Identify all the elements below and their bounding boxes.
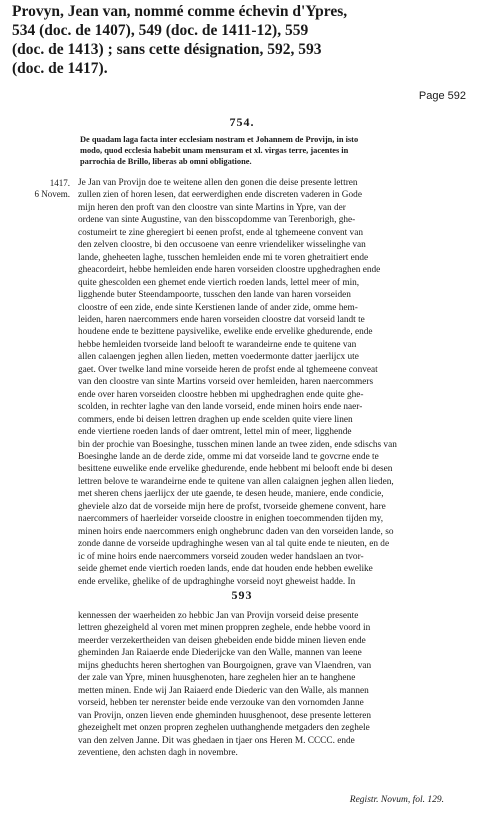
source-reference: Registr. Novum, fol. 129. xyxy=(349,795,444,805)
text-line: naercommers of haerleider vorseide cloostre in enighen toecommenden tijden my, xyxy=(78,514,384,525)
margin-date xyxy=(30,178,70,200)
text-line: commers, ende bi deisen lettren draghen up ende scelden quite viere linen xyxy=(78,414,353,425)
latin-summary xyxy=(80,134,472,167)
text-line: zullen zien of horen lesen, dat eerwerdighen ende discreten vaderen in Gode xyxy=(78,190,362,201)
text-line: lande, gheheeten laghe, tusschen hemleiden ende mi te voren ghetraitiert ende xyxy=(78,252,369,263)
text-line: besittene euwelike ende ervelike ghedurende, ende hebbent mi belooft ende bi desen xyxy=(78,464,393,475)
text-line: Boesinghe lande an de derde zide, omme mi dat vorseide land te govcrne ende te xyxy=(78,451,379,462)
text-line: ordene van sinte Augustine, van den bisscopdomme van Terenborigh, ghe- xyxy=(78,215,356,226)
text-line: ghezeighelt met onzen propren zeghelen uuthanghende metgaders den zeghele xyxy=(78,723,370,734)
text-line: ende over haren vorseiden cloostre hebben mi upghedraghen ende quite ghe- xyxy=(78,389,364,400)
text-line: quite ghescolden een ghemet ende viertich roeden lands, lettel meer of min, xyxy=(78,277,360,288)
text-line: zonde danne de vorseide updraghinghe wesen van al tal quite ende te nieuten, en de xyxy=(78,539,390,550)
text-line: mijns gheduchts heren shertoghen van Bourgoignen, grave van Vlaendren, van xyxy=(78,660,372,671)
text-line: houdene ende te bezittene paysivelike, ewelike ende ervelike ghedurende, ende xyxy=(78,327,373,338)
text-line: Je Jan van Provijn doe te weitene allen den gonen die deise presente lettren xyxy=(78,178,358,188)
text-line: der zale van Ypre, minen huusghenoten, hare zeghelen hier an te hanghene xyxy=(78,673,356,684)
text-line: zeventiene, den achsten dagh in novembre. xyxy=(78,747,238,758)
text-line: gheminden Jan Raiaerde ende Diederijcke van den Walle, mannen van leene xyxy=(78,648,362,659)
charter-text-part-2 xyxy=(78,610,474,759)
header-line: (doc. de 1413) ; sans cette désignation, 592, 593 xyxy=(12,41,322,58)
text-line: ic of mine hoirs ende naercommers vorseid zouden weder handslaen an tvor- xyxy=(78,551,364,562)
text-line: meerder verzekertheiden van deisen ghebeiden ende bidde minen lieven ende xyxy=(78,635,366,646)
text-line: ende viertiene roeden lands of daer omtrent, lettel min of meer, ligghende xyxy=(78,427,352,438)
text-line: gheviele alzo dat de vorseide mijn here de profst, tvorseide ghemene convent, hare xyxy=(78,501,386,512)
text-line: minen hoirs ende naercommers enigh onghebrunc daden van den vorseiden lande, so xyxy=(78,526,394,537)
summary-line: De quadam laga facta inter ecclesiam nostram et Johannem de Provijn, in isto xyxy=(80,135,359,144)
page-label: Page 592 xyxy=(418,90,466,102)
text-line: bin der prochie van Boesinghe, tusschen minen lande an twee ziden, ende sdischs van xyxy=(78,439,397,450)
text-line: gaet. Over twelke land mine vorseide heren de profst ende al tghemeene conveat xyxy=(78,364,378,375)
text-line: kennessen der waerheiden zo hebbic Jan van Provijn vorseid deise presente xyxy=(78,611,359,621)
text-line: van den zelven Janne. Dit was ghedaen in tjaer ons Heren M. CCCC. ende xyxy=(78,735,355,746)
text-line: metten minen. Ende wij Jan Raiaerd ende Diederic van den Walle, als mannen xyxy=(78,685,369,696)
document-number: 754. xyxy=(229,115,255,129)
text-line: hebbe hemleiden tvorseide land belooft te warandeirne ende te quitene van xyxy=(78,339,357,350)
text-line: den zelven cloostre, bi den occusoene van eenre vriendeliker wisselinghe van xyxy=(78,240,366,251)
text-line: van Provijn, onzen lieven ende gheminden huusghenoot, dese presente letteren xyxy=(78,710,372,721)
text-line: ligghende buter Steendampoorte, tusschen den lande van haren vorseiden xyxy=(78,290,351,301)
text-line: scolden, in rechter laghe van den lande vorseid, ende minen hoirs ende naer- xyxy=(78,402,363,413)
text-line: costumeirt te zine gheregiert bi eenen profst, ende al tghemeene convent van xyxy=(78,227,363,238)
text-line: mijn heren den proft van den cloostre van sinte Martins in Ypre, van der xyxy=(78,202,346,213)
text-line: lettren belove te warandeirne ende te quitene van allen calaignen jeghen allen lieden, xyxy=(78,476,394,487)
header-line: (doc. de 1417). xyxy=(12,60,108,77)
text-line: seide ghemet ende viertich roeden lands, ende dat houden ende hebben ewelike xyxy=(78,564,373,575)
page-number-593: 593 xyxy=(231,588,253,602)
text-line: leiden, haren naercommers ende haren vorseiden cloostre dat vorseid landt te xyxy=(78,314,365,325)
text-line: gheacordeirt, hebbe hemleiden ende haren vorseiden cloostre upghedraghen ende xyxy=(78,265,381,276)
header-line: Provyn, Jean van, nommé comme échevin d'Ypres, xyxy=(12,3,348,20)
text-line: lettren ghezeigheld al voren met minen proppren zeghele, ende hebbe voord in xyxy=(78,623,371,634)
text-line: met sheren chens jaerlijcx der ute gaende, te desen heude, maniere, ende condicie, xyxy=(78,489,384,500)
text-line: vorseid, hebben ter nerenster beide ende verzouke van den vornomden Janne xyxy=(78,698,364,709)
text-line: van den cloostre van sinte Martins vorseid over hemleiden, haren naercommers xyxy=(78,377,374,388)
summary-line: modo, quod ecclesia habebit unam mensuram et xl. virgas terre, jacentes in xyxy=(80,146,349,155)
margin-year: 1417. xyxy=(49,178,70,188)
charter-text-part-1 xyxy=(78,177,474,588)
index-entry-header xyxy=(12,2,482,78)
text-line: cloostre of een zide, ende sinte Kerstienen lande of ander zide, omme hem- xyxy=(78,302,358,313)
text-line: ende ervelike, ghelike of de updraghinghe vorseid noyt gheweist hadde. In xyxy=(78,576,356,587)
header-line: 534 (doc. de 1407), 549 (doc. de 1411-12), 559 xyxy=(12,22,309,39)
summary-line: parrochia de Brillo, liberas ab omni obligatione. xyxy=(80,157,252,166)
text-line: allen calaengen jeghen allen lieden, metten voedermonte datter jaerlijcx ute xyxy=(78,352,359,363)
margin-day: 6 Novem. xyxy=(34,189,70,199)
